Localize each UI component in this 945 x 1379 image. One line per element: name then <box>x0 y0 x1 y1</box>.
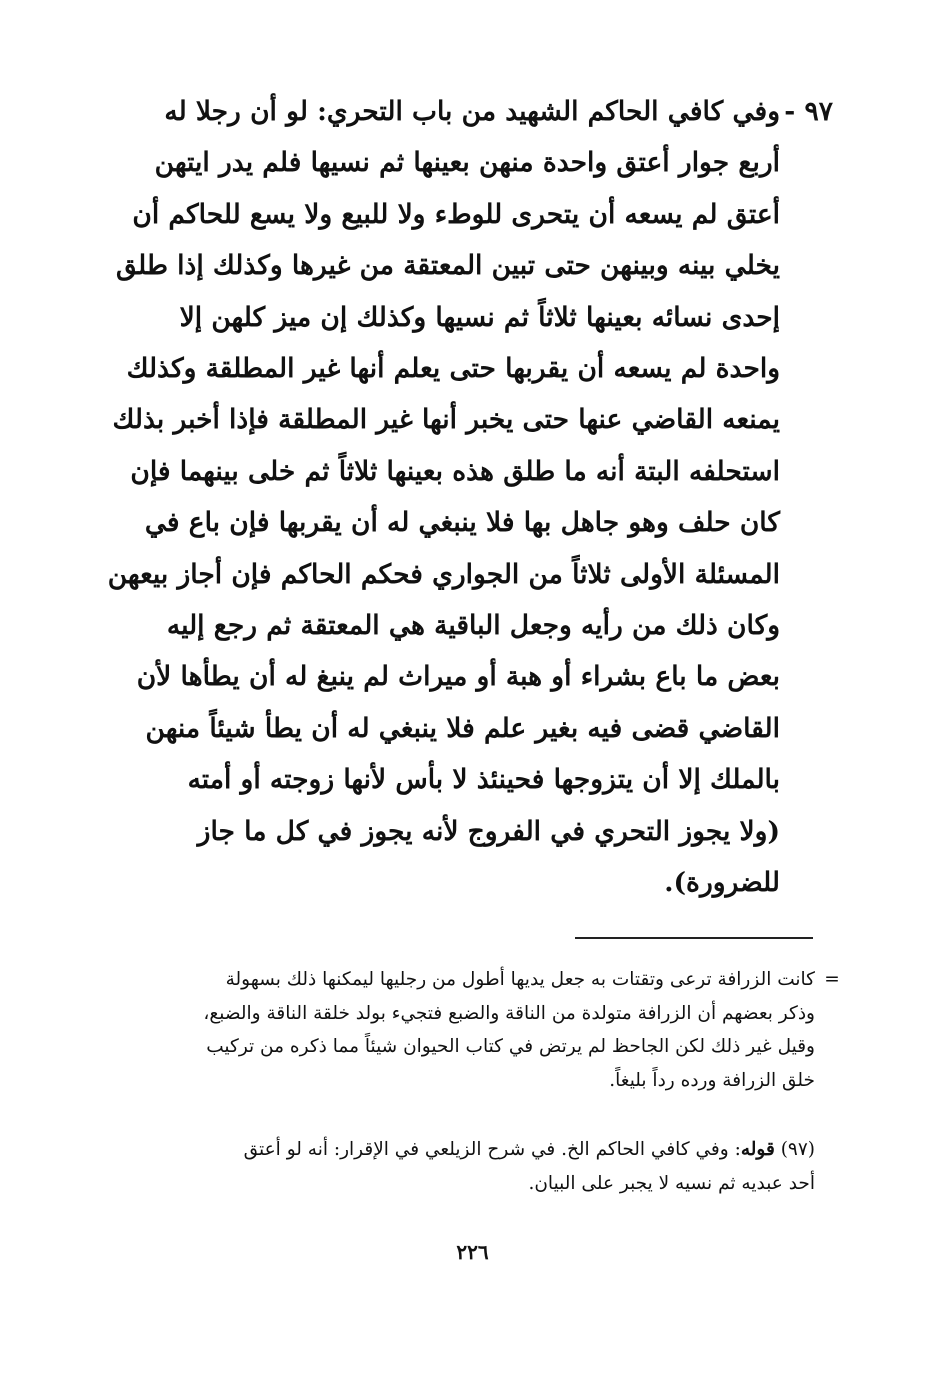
main-line: بالملك إلا أن يتزوجها فحينئذ لا بأس لأنها زوجته أو أمته <box>187 764 780 796</box>
footnote-keyword: قوله <box>740 1139 775 1160</box>
main-line: (ولا يجوز التحري في الفروج لأنه يجوز في كل ما جاز <box>197 815 780 847</box>
footnote-continuation <box>60 963 815 1097</box>
main-line: وكان ذلك من رأيه وجعل الباقية هي المعتقة ثم رجع إليه <box>166 610 780 642</box>
main-line: إحدى نسائه بعينها ثلاثاً ثم نسيها وكذلك إن ميز كلهن إلا <box>179 301 780 333</box>
page-number: ٢٢٦ <box>456 1240 489 1264</box>
main-line: يمنعه القاضي عنها حتى يخبر أنها غير المطلقة فإذا أخبر بذلك <box>112 404 780 436</box>
main-paragraph <box>60 86 780 909</box>
footnote-line: خلق الزرافة ورده رداً بليغاً. <box>609 1069 815 1091</box>
main-line: استحلفه البتة أنه ما طلق هذه بعينها ثلاثاً ثم خلى بينهما فإن <box>130 455 780 487</box>
main-line: القاضي قضى فيه بغير علم فلا ينبغي له أن يطأ شيئاً منهن <box>145 712 780 744</box>
main-line: أربع جوار أعتق واحدة منهن بعينها ثم نسيها فلم يدر ايتهن <box>154 147 780 179</box>
footnote-line: وذكر بعضهم أن الزرافة متولدة من الناقة والضبع فتجيء بولد خلقة الناقة والضبع، <box>203 1002 815 1024</box>
main-line: واحدة لم يسعه أن يقربها حتى يعلم أنها غير المطلقة وكذلك <box>126 353 780 385</box>
footnote-line: أحد عبديه ثم نسيه لا يجبر على البيان. <box>528 1172 815 1194</box>
main-line: يخلي بينه وبينهن حتى تبين المعتقة من غيرها وكذلك إذا طلق <box>115 250 780 282</box>
main-line: كان حلف وهو جاهل بها فلا ينبغي له أن يقربها فإن باع في <box>144 507 780 539</box>
footnote-ref: (٩٧) <box>780 1139 815 1160</box>
footnote-text: : وفي كافي الحاكم الخ. في شرح الزيلعي في الإقرار: أنه لو أعتق <box>243 1139 741 1160</box>
main-line: المسئلة الأولى ثلاثاً من الجواري فحكم الحاكم فإن أجاز بيعهن <box>107 558 780 590</box>
footnote-line: وقيل غير ذلك لكن الجاحظ لم يرتض في كتاب الحيوان شيئاً مما ذكره من تركيب <box>206 1036 815 1057</box>
footnote-line: كانت الزرافة ترعى وتقتات به جعل يديها أطول من رجليها ليمكنها ذلك بسهولة <box>225 969 815 990</box>
main-line: للضرورة). <box>664 867 780 899</box>
paragraph-number: ٩٧ - <box>784 96 833 127</box>
footnote-line <box>60 1133 815 1167</box>
main-line: بعض ما باع بشراء أو هبة أو ميراث لم ينبغ له أن يطأها لأن <box>136 661 780 693</box>
main-line: وفي كافي الحاكم الشهيد من باب التحري: لو أن رجلا له <box>164 96 780 127</box>
main-line: أعتق لم يسعه أن يتحرى للوطء ولا للبيع ولا يسع للحاكم أن <box>132 198 780 230</box>
footnote-97 <box>60 1133 815 1200</box>
footnote-continuation-marker: = <box>824 969 840 990</box>
footnote-divider <box>575 937 813 939</box>
